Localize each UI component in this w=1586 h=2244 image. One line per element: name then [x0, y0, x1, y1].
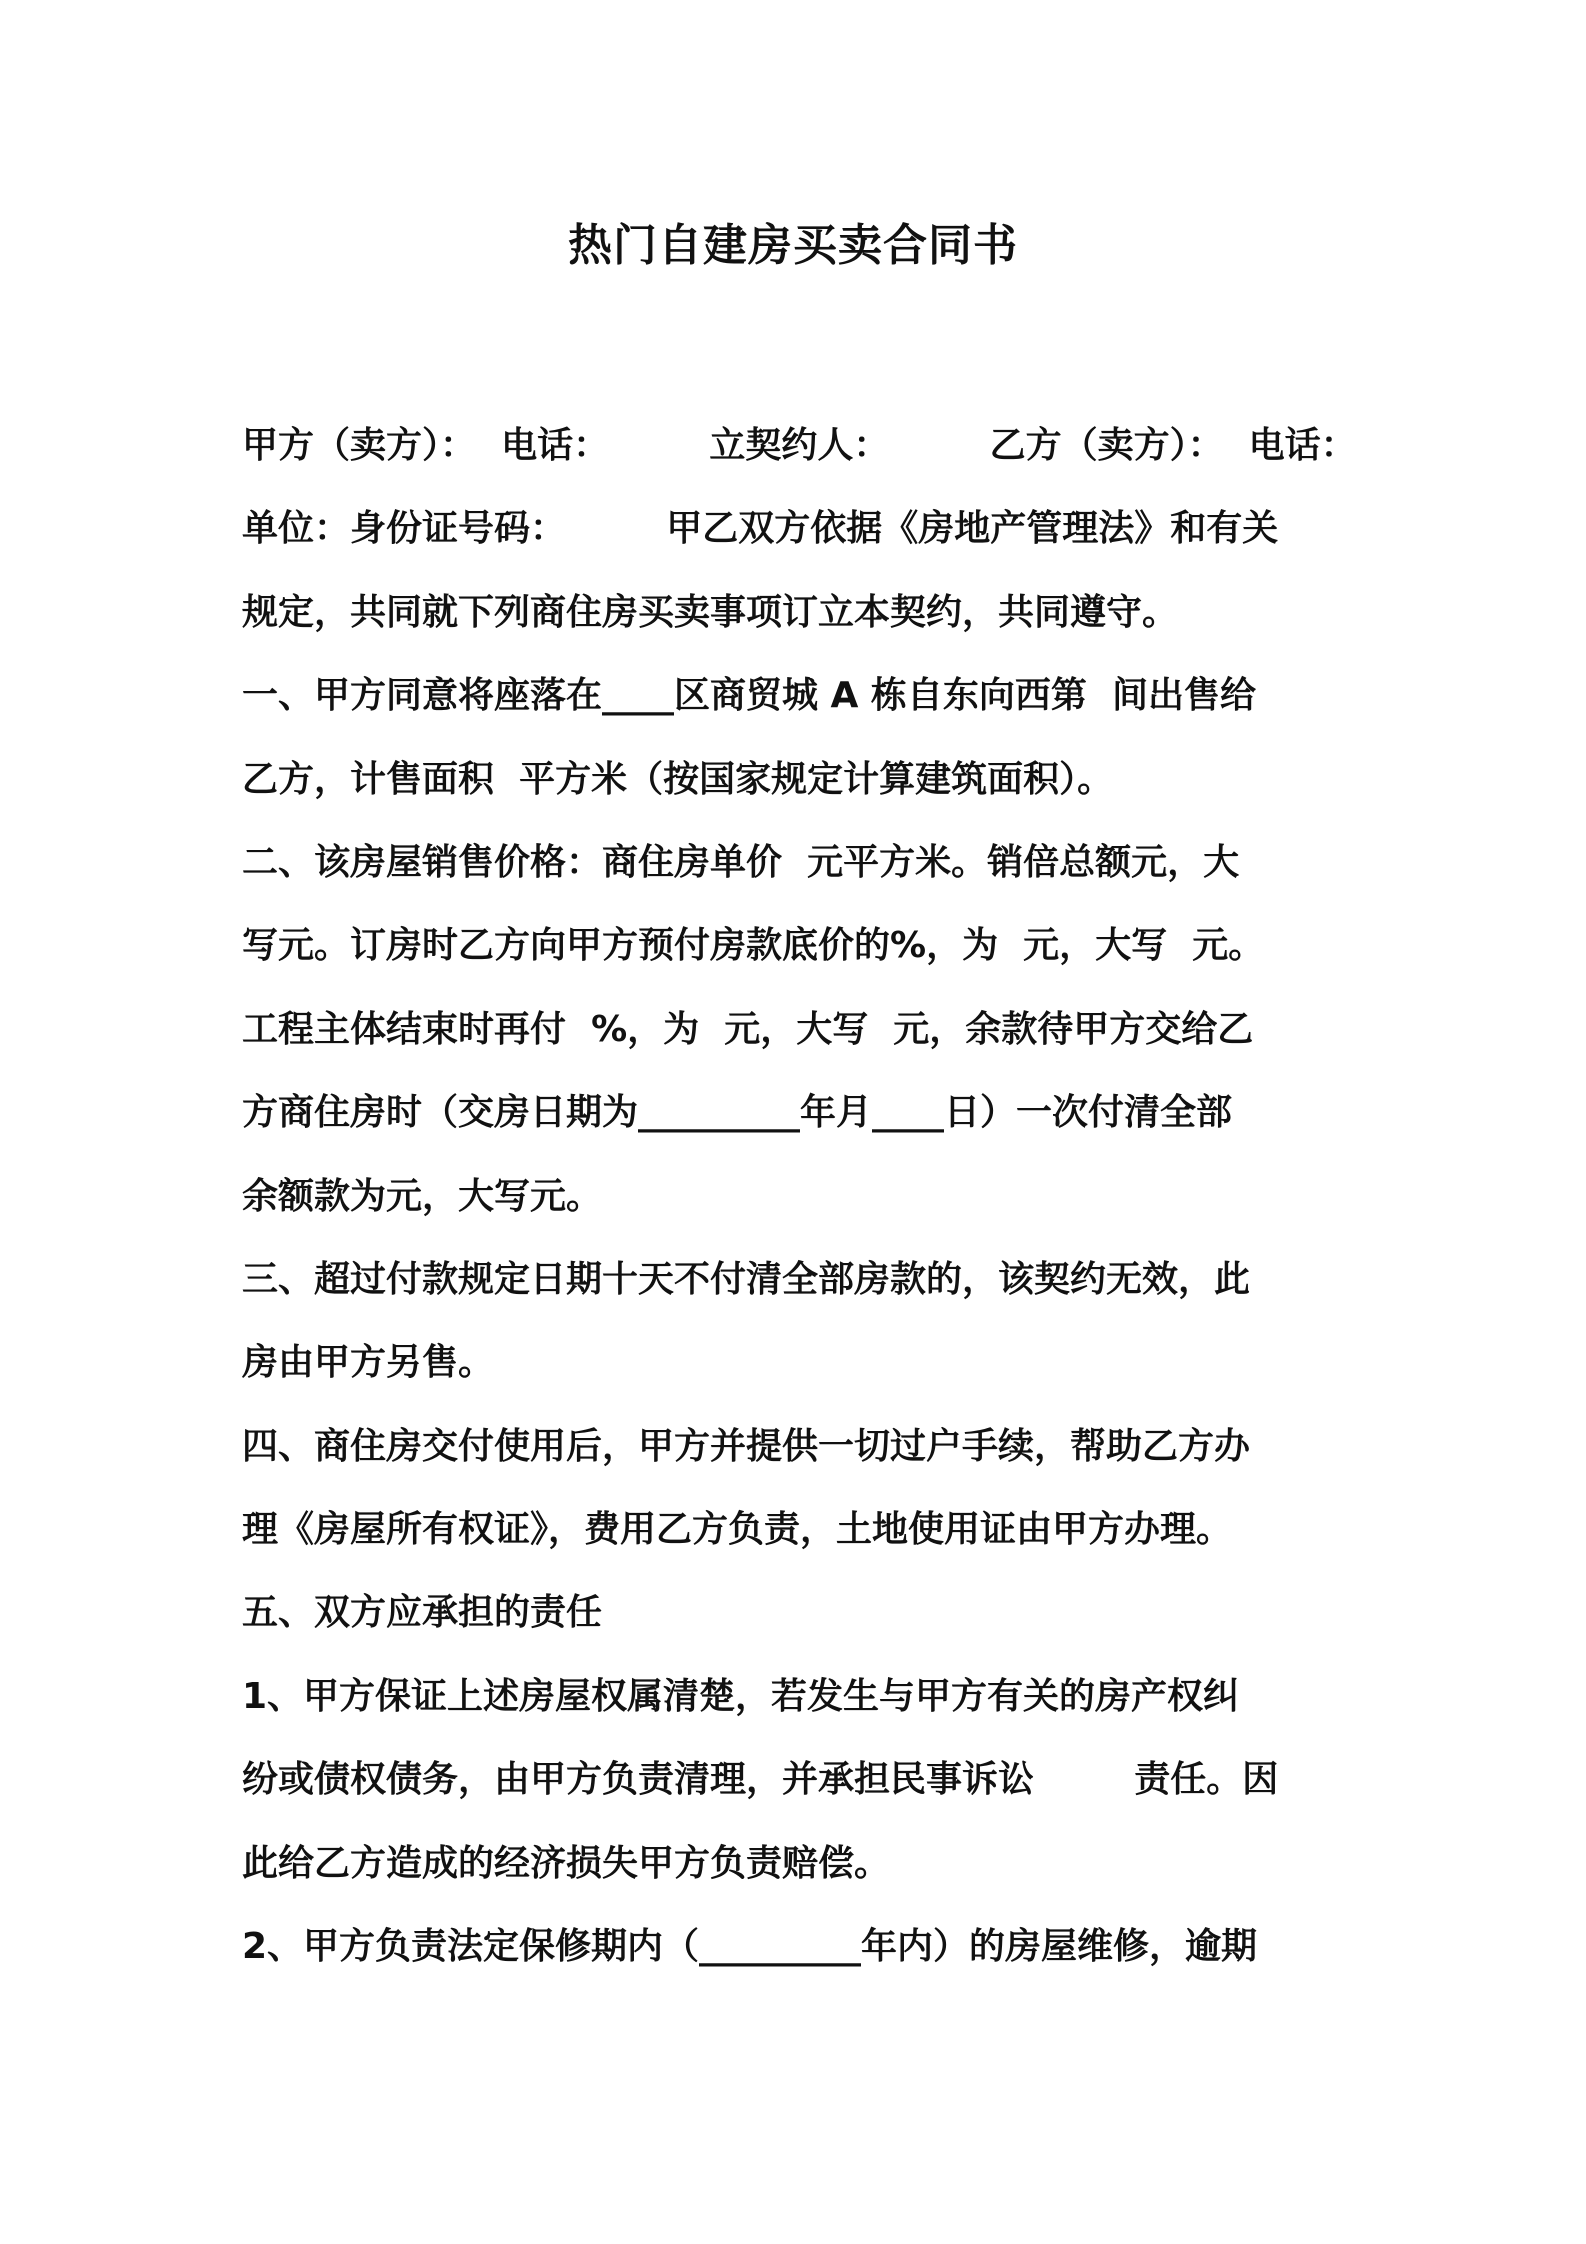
document-title: 热门自建房买卖合同书	[568, 220, 1018, 271]
text-line-clause-5-1-cont: 此给乙方造成的经济损失甲方负责赔偿。	[242, 1842, 891, 1884]
text-line-clause-2-cont: 写元。订房时乙方向甲方预付房款底价的%，为 元，大写 元。	[242, 925, 1265, 967]
text-line-clause-3: 三、超过付款规定日期十天不付清全部房款的，该契约无效，此	[242, 1258, 1251, 1300]
text-line-clause-2-cont: 方商住房时（交房日期为_________年月____日）一次付清全部	[242, 1092, 1233, 1134]
text-line-clause-4-cont: 理《房屋所有权证》，费用乙方负责，土地使用证由甲方办理。	[242, 1509, 1233, 1551]
text-line-clause-1: 一、甲方同意将座落在____区商贸城 A 栋自东向西第 间出售给	[242, 675, 1256, 717]
text-line-clause-3-cont: 房由甲方另售。	[242, 1342, 495, 1384]
text-line-clause-5-heading: 五、双方应承担的责任	[242, 1592, 603, 1634]
text-line-clause-2-cont: 工程主体结束时再付 %，为 元，大写 元，余款待甲方交给乙	[242, 1008, 1254, 1050]
text-line-id-basis: 单位：身份证号码： 甲乙双方依据《房地产管理法》和有关	[242, 508, 1279, 550]
document-body	[242, 404, 1362, 1988]
text-line-agreement: 规定，共同就下列商住房买卖事项订立本契约，共同遵守。	[242, 591, 1179, 633]
text-line-clause-4: 四、商住房交付使用后，甲方并提供一切过户手续，帮助乙方办	[242, 1425, 1251, 1467]
text-line-clause-5-1-cont: 纷或债权债务，由甲方负责清理，并承担民事诉讼 责任。因	[242, 1759, 1279, 1801]
text-line-parties: 甲方（卖方）： 电话： 立契约人： 乙方（卖方）： 电话：	[242, 425, 1357, 466]
text-line-clause-1-cont: 乙方，计售面积 平方米（按国家规定计算建筑面积）。	[242, 758, 1114, 800]
text-line-clause-5-2: 2、甲方负责法定保修期内（_________年内）的房屋维修，逾期	[242, 1926, 1258, 1968]
text-line-clause-2: 二、该房屋销售价格：商住房单价 元平方米。销倍总额元，大	[242, 841, 1240, 883]
text-line-clause-2-cont: 余额款为元，大写元。	[242, 1175, 603, 1217]
text-line-clause-5-1: 1、甲方保证上述房屋权属清楚，若发生与甲方有关的房产权纠	[242, 1675, 1240, 1717]
